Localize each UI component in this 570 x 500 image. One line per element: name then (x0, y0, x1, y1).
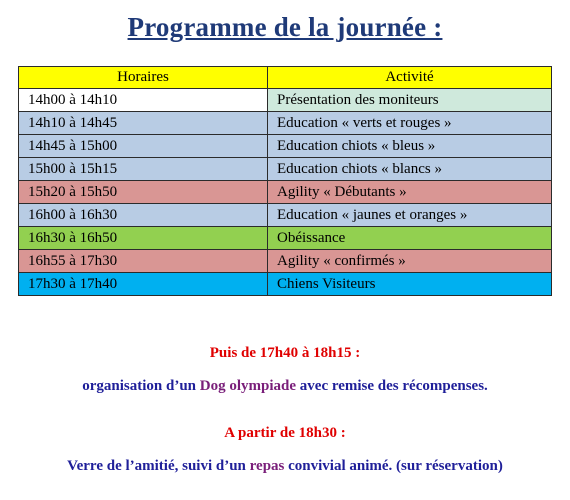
activity-cell: Education « jaunes et oranges » (268, 204, 552, 227)
activity-cell: Education chiots « blancs » (268, 158, 552, 181)
table-row (19, 250, 552, 273)
time-cell: 14h10 à 14h45 (19, 112, 268, 135)
activity-cell: Présentation des moniteurs (268, 89, 552, 112)
dinner-text-start: Verre de l’amitié, suivi d’un (67, 458, 246, 474)
olympiad-line (0, 378, 570, 395)
table-row (19, 273, 552, 296)
table-row (19, 112, 552, 135)
table-header-row (19, 67, 552, 89)
table-row (19, 181, 552, 204)
activity-cell: Agility « Débutants » (268, 181, 552, 204)
time-cell: 16h30 à 16h50 (19, 227, 268, 250)
table-row (19, 158, 552, 181)
time-cell: 14h45 à 15h00 (19, 135, 268, 158)
table-row (19, 135, 552, 158)
page-title: Programme de la journée : (127, 12, 443, 42)
activity-cell: Chiens Visiteurs (268, 273, 552, 296)
activity-cell: Agility « confirmés » (268, 250, 552, 273)
dinner-highlight: repas (249, 458, 285, 474)
table-row (19, 227, 552, 250)
olympiad-text-end: avec remise des récompenses. (299, 378, 488, 394)
dinner-line (0, 458, 570, 475)
time-cell: 17h30 à 17h40 (19, 273, 268, 296)
table-row (19, 204, 552, 227)
header-activity: Activité (268, 67, 552, 89)
olympiad-highlight: Dog olympiade (199, 378, 297, 394)
time-cell: 15h00 à 15h15 (19, 158, 268, 181)
dinner-heading: A partir de 18h30 : (224, 425, 346, 441)
table-row (19, 89, 552, 112)
schedule-table (18, 66, 552, 296)
header-time: Horaires (19, 67, 268, 89)
activity-cell: Obéissance (268, 227, 552, 250)
time-cell: 14h00 à 14h10 (19, 89, 268, 112)
time-cell: 15h20 à 15h50 (19, 181, 268, 204)
activity-cell: Education « verts et rouges » (268, 112, 552, 135)
evening-heading: Puis de 17h40 à 18h15 : (209, 345, 361, 361)
time-cell: 16h55 à 17h30 (19, 250, 268, 273)
time-cell: 16h00 à 16h30 (19, 204, 268, 227)
activity-cell: Education chiots « bleus » (268, 135, 552, 158)
olympiad-text-start: organisation d’un (82, 378, 197, 394)
dinner-text-end: convivial animé. (sur réservation) (288, 458, 503, 474)
